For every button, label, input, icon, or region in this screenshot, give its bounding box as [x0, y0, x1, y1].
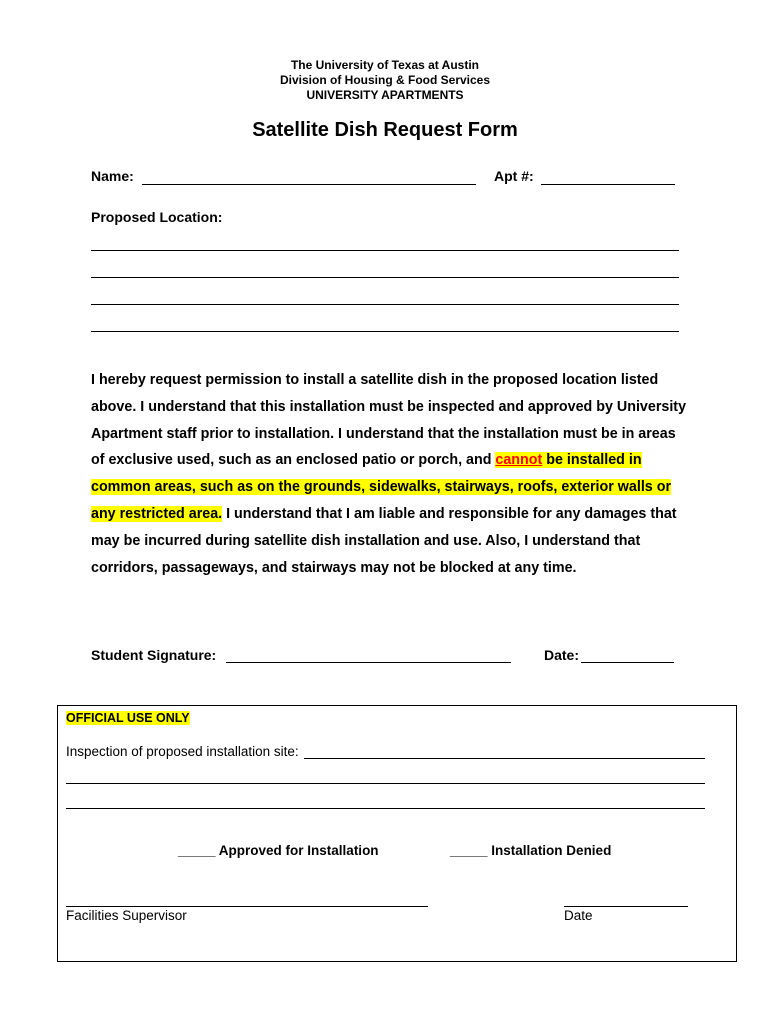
official-use-heading-text: OFFICIAL USE ONLY [66, 711, 190, 725]
denied-blank[interactable]: _____ [450, 843, 488, 858]
restriction-text: be installed in common areas, such as on the grounds, sidewalks, stairways, roofs, exterior walls or any restricted area. [91, 452, 672, 522]
inspection-line-2[interactable] [66, 783, 705, 784]
header-university: The University of Texas at Austin [290, 58, 480, 72]
form-title: Satellite Dish Request Form [252, 119, 518, 141]
request-statement [91, 367, 691, 581]
inspection-line-1[interactable] [304, 758, 705, 759]
denied-label: Installation Denied [487, 843, 612, 858]
location-line-3[interactable] [91, 304, 679, 305]
approved-option[interactable] [178, 843, 379, 858]
location-line-1[interactable] [91, 250, 679, 251]
inspection-label: Inspection of proposed installation site: [66, 744, 299, 759]
official-use-heading [66, 711, 190, 726]
apt-field[interactable] [541, 184, 675, 185]
denied-option[interactable] [450, 843, 611, 858]
apt-label: Apt #: [494, 168, 534, 184]
name-label: Name: [91, 168, 134, 184]
supervisor-label: Facilities Supervisor [66, 908, 187, 923]
signature-date-label: Date: [544, 647, 580, 663]
cannot-emphasis: cannot [495, 452, 543, 469]
proposed-location-label: Proposed Location: [91, 209, 223, 225]
student-signature-label: Student Signature: [91, 647, 217, 663]
supervisor-signature-field[interactable] [66, 906, 428, 907]
name-field[interactable] [142, 184, 476, 185]
approved-label: Approved for Installation [215, 843, 379, 858]
signature-date-field[interactable] [581, 662, 674, 663]
inspection-line-3[interactable] [66, 808, 705, 809]
student-signature-field[interactable] [226, 662, 511, 663]
official-date-field[interactable] [564, 906, 688, 907]
institution-header [0, 58, 770, 103]
official-date-label: Date [564, 908, 593, 923]
header-division: Division of Housing & Food Services [279, 73, 491, 87]
approved-blank[interactable]: _____ [178, 843, 216, 858]
header-department: UNIVERSITY APARTMENTS [306, 88, 464, 102]
statement-part-2: I understand that I am liable and responsible for any damages that may be incurred during satellite dish installation and use. Also, I understand that corridors, passageways, and stairways may not be blocked at any time. [91, 505, 677, 576]
location-line-2[interactable] [91, 277, 679, 278]
statement-part-1: I hereby request permission to install a satellite dish in the proposed location listed above. I understand that this installation must be inspected and approved by University Apartment staff prior to installation. I understand that the installation must be in areas of exclusive used, such as an enclosed patio or porch, and [91, 372, 687, 469]
location-line-4[interactable] [91, 331, 679, 332]
